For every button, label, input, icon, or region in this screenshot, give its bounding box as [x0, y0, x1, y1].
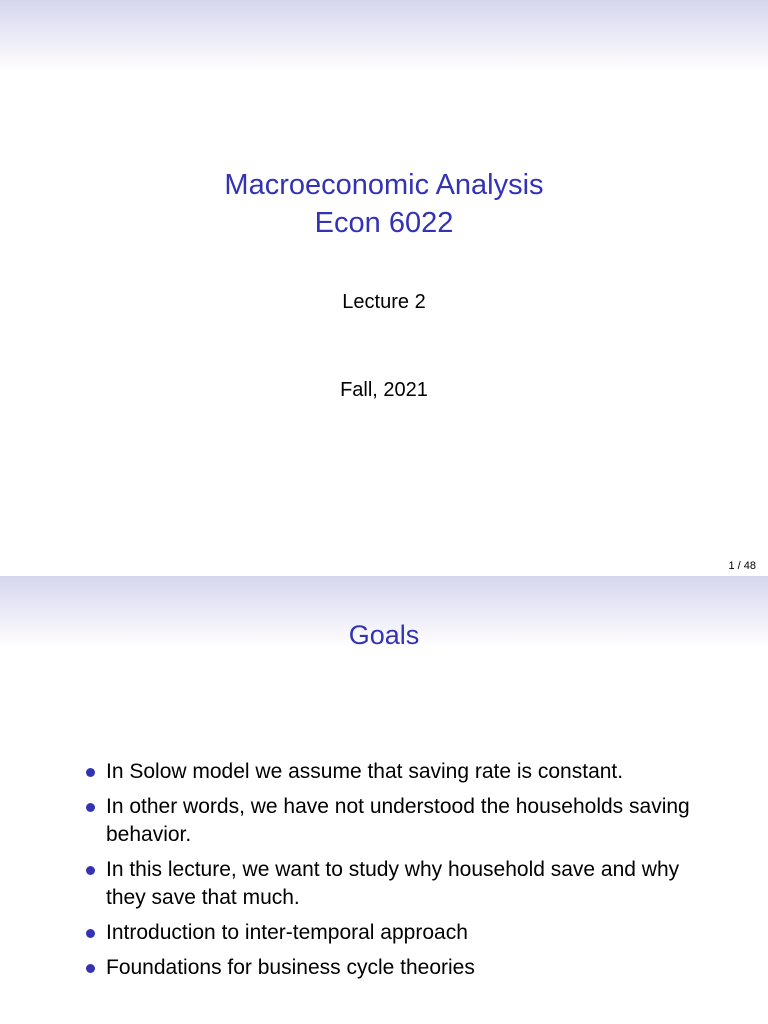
bullet-dot-icon: [86, 803, 95, 812]
presentation-title: Macroeconomic Analysis: [224, 169, 544, 201]
bullet-dot-icon: [86, 964, 95, 973]
lecture-number: Lecture 2: [342, 291, 426, 313]
bullet-text: Foundations for business cycle theories: [106, 956, 475, 979]
term-date: Fall, 2021: [340, 379, 428, 401]
list-item: [84, 758, 724, 786]
bullet-text: Introduction to inter-temporal approach: [106, 921, 468, 944]
bullet-text: In this lecture, we want to study why household save and why they save that much.: [106, 858, 680, 909]
bullet-text: In other words, we have not understood the households saving behavior.: [106, 795, 690, 846]
bullet-dot-icon: [86, 768, 95, 777]
slide-header-band: [0, 0, 768, 72]
bullet-dot-icon: [86, 929, 95, 938]
goals-slide: [0, 576, 768, 1024]
frame-title: Goals: [348, 620, 420, 650]
list-item: [84, 919, 724, 947]
page-number: 1 / 48: [728, 560, 756, 572]
course-code: Econ 6022: [314, 207, 454, 239]
list-item: [84, 954, 724, 982]
bullet-list: [84, 758, 724, 989]
bullet-text: In Solow model we assume that saving rate is constant.: [106, 760, 624, 783]
bullet-dot-icon: [86, 866, 95, 875]
list-item: [84, 793, 724, 849]
list-item: [84, 856, 724, 912]
